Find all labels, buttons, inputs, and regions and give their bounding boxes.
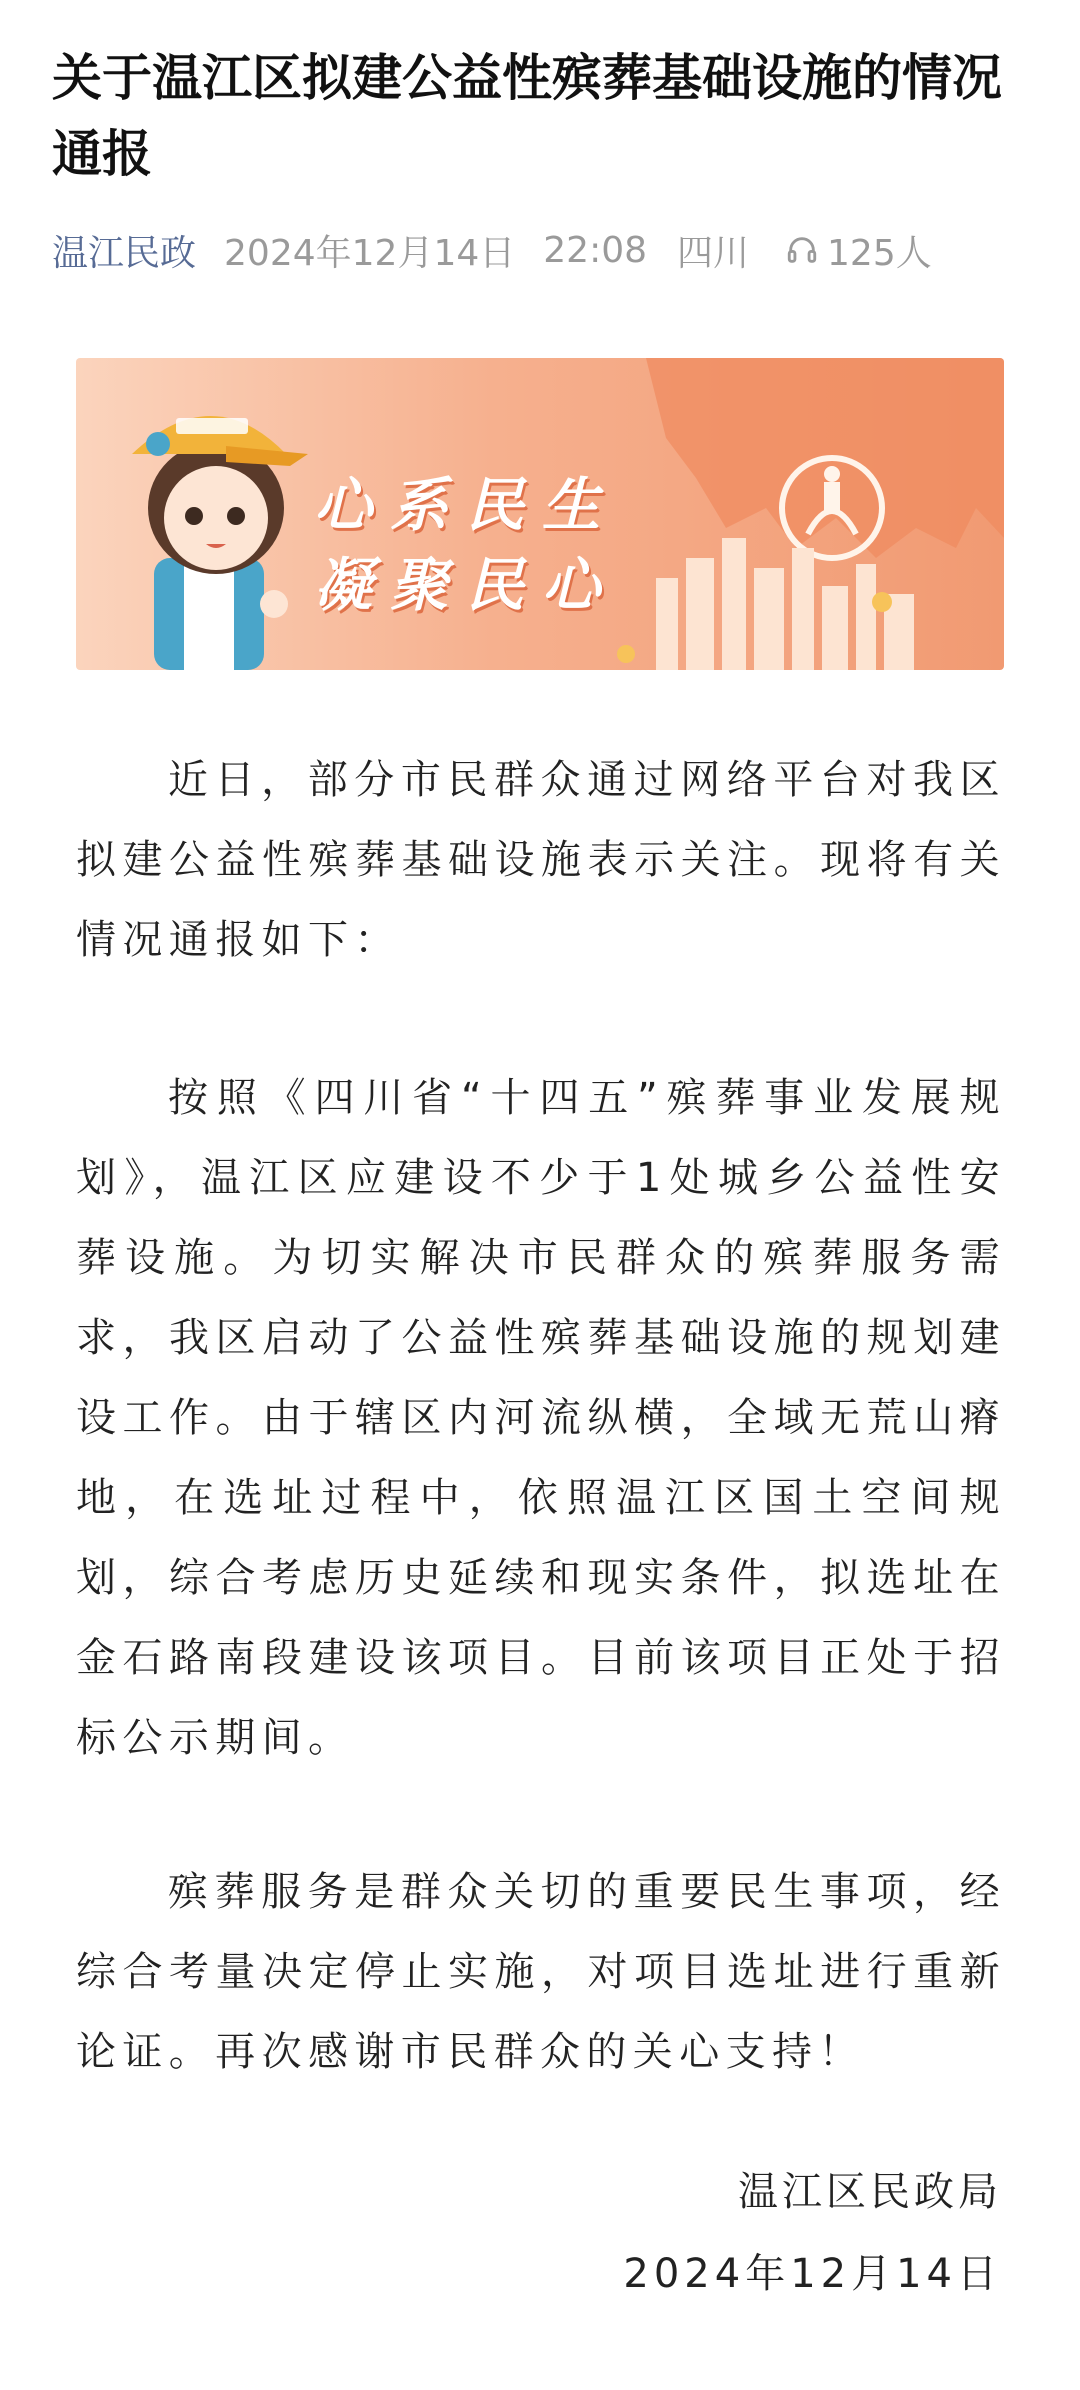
banner-slogan-line1: 心系民生 — [314, 471, 619, 539]
header-banner-image — [76, 358, 1004, 670]
listen-button[interactable] — [785, 225, 932, 276]
banner-slogan-line2: 凝聚民心 — [314, 551, 619, 619]
paragraph-2: 按照《四川省“十四五”殡葬事业发展规划》，温江区应建设不少于1处城乡公益性安葬设施。为切实解决市民群众的殡葬服务需求，我区启动了公益性殡葬基础设施的规划建设工作。由于辖区内河流纵横，全域无荒山瘠地，在选址过程中，依照温江区国土空间规划，综合考虑历史延续和现实条件，拟选址在金石路南段建设该项目。目前该项目正处于招标公示期间。 — [76, 1075, 1006, 1761]
signature-date: 2024年12月14日 — [623, 2251, 1002, 2297]
paragraph-3: 殡葬服务是群众关切的重要民生事项，经综合考量决定停止实施，对项目选址进行重新论证。再次感谢市民群众的关心支持！ — [76, 1869, 1006, 2075]
signature-organization: 温江区民政局 — [738, 2169, 1002, 2215]
publish-location: 四川 — [677, 232, 750, 274]
article-title: 关于温江区拟建公益性殡葬基础设施的情况通报 — [52, 49, 1002, 183]
publish-date: 2024年12月14日 — [224, 232, 516, 274]
publish-time: 22:08 — [543, 229, 648, 271]
listen-count: 125人 — [827, 232, 932, 274]
article-meta — [52, 220, 1042, 280]
account-name-link[interactable]: 温江民政 — [52, 232, 197, 274]
paragraph-1: 近日，部分市民群众通过网络平台对我区拟建公益性殡葬基础设施表示关注。现将有关情况通报如下： — [76, 757, 1006, 963]
headphones-icon — [785, 233, 819, 267]
